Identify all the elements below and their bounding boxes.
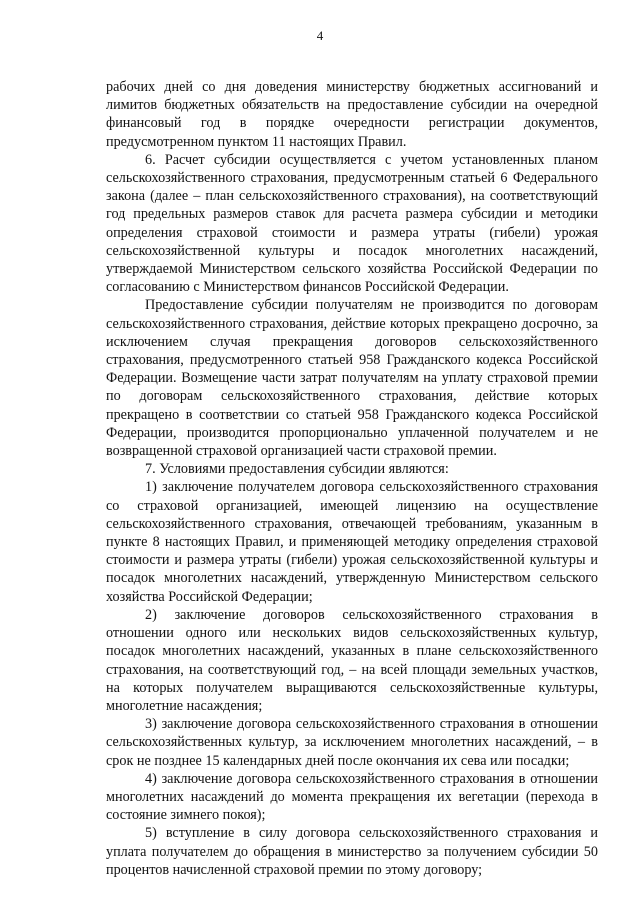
paragraph-item-6: 6. Расчет субсидии осуществляется с учетом установленных планом сельскохозяйственного страхования, предусмотренным статьей 6 Федерального закона (далее – план сельскохозяйственного страхования), на соответствующий год предельных размеров ставок для расчета размера субсидии и методики определения страховой стоимости и размера утраты (гибели) урожая сельскохозяйственной культуры и посадок многолетних насаждений, утверждаемой Министерством сельского хозяйства Российской Федерации по согласованию с Министерством финансов Российской Федерации. bbox=[106, 151, 598, 296]
paragraph-subsidy-exclusion: Предоставление субсидии получателям не производится по договорам сельскохозяйственного страхования, действие которых прекращено досрочно, за исключением случая прекращения договоров сельскохозяйственного страхования, предусмотренного статьей 958 Гражданского кодекса Российской Федерации. Возмещение части затрат получателям на уплату страховой премии по договорам сельскохозяйственного страхования, действие которых прекращено в соответствии со статьей 958 Гражданского кодекса Российской Федерации, производится пропорционально уплаченной получателем и не возвращенной страховой организацией части страховой премии. bbox=[106, 297, 598, 460]
paragraph-condition-5: 5) вступление в силу договора сельскохозяйственного страхования и уплата получателем до обращения в министерство за получением субсидии 50 процентов начисленной страховой премии по этому договору; bbox=[106, 825, 598, 878]
paragraph-condition-1: 1) заключение получателем договора сельскохозяйственного страхования со страховой организацией, имеющей лицензию на осуществление сельскохозяйственного страхования, отвечающей требованиям, указанным в пункте 8 настоящих Правил, и применяющей методику определения страховой стоимости и размера утраты (гибели) урожая сельскохозяйственной культуры и посадок многолетних насаждений, утвержденную Министерством сельского хозяйства Российской Федерации; bbox=[106, 479, 598, 605]
document-body bbox=[106, 78, 598, 879]
paragraph-condition-2: 2) заключение договоров сельскохозяйственного страхования в отношении одного или нескольких видов сельскохозяйственных культур, посадок многолетних насаждений, указанных в плане сельскохозяйственного страхования, на соответствующий год, – на всей площади земельных участков, на которых получателем выращиваются сельскохозяйственные культуры, многолетние насаждения; bbox=[106, 606, 598, 714]
paragraph-condition-4: 4) заключение договора сельскохозяйственного страхования в отношении многолетних насаждений до момента прекращения их вегетации (перехода в состояние зимнего покоя); bbox=[106, 770, 598, 824]
paragraph-item-7-heading: 7. Условиями предоставления субсидии являются: bbox=[145, 461, 449, 478]
paragraph-condition-3: 3) заключение договора сельскохозяйственного страхования в отношении сельскохозяйственных культур, за исключением многолетних насаждений, – в срок не позднее 15 календарных дней после окончания их сева или посадки; bbox=[106, 716, 598, 769]
paragraph-continuation: рабочих дней со дня доведения министерству бюджетных ассигнований и лимитов бюджетных обязательств на предоставление субсидии на очередной финансовый год в порядке очередности регистрации документов, предусмотренном пунктом 11 настоящих Правил. bbox=[106, 79, 598, 150]
page-number: 4 bbox=[316, 28, 324, 43]
